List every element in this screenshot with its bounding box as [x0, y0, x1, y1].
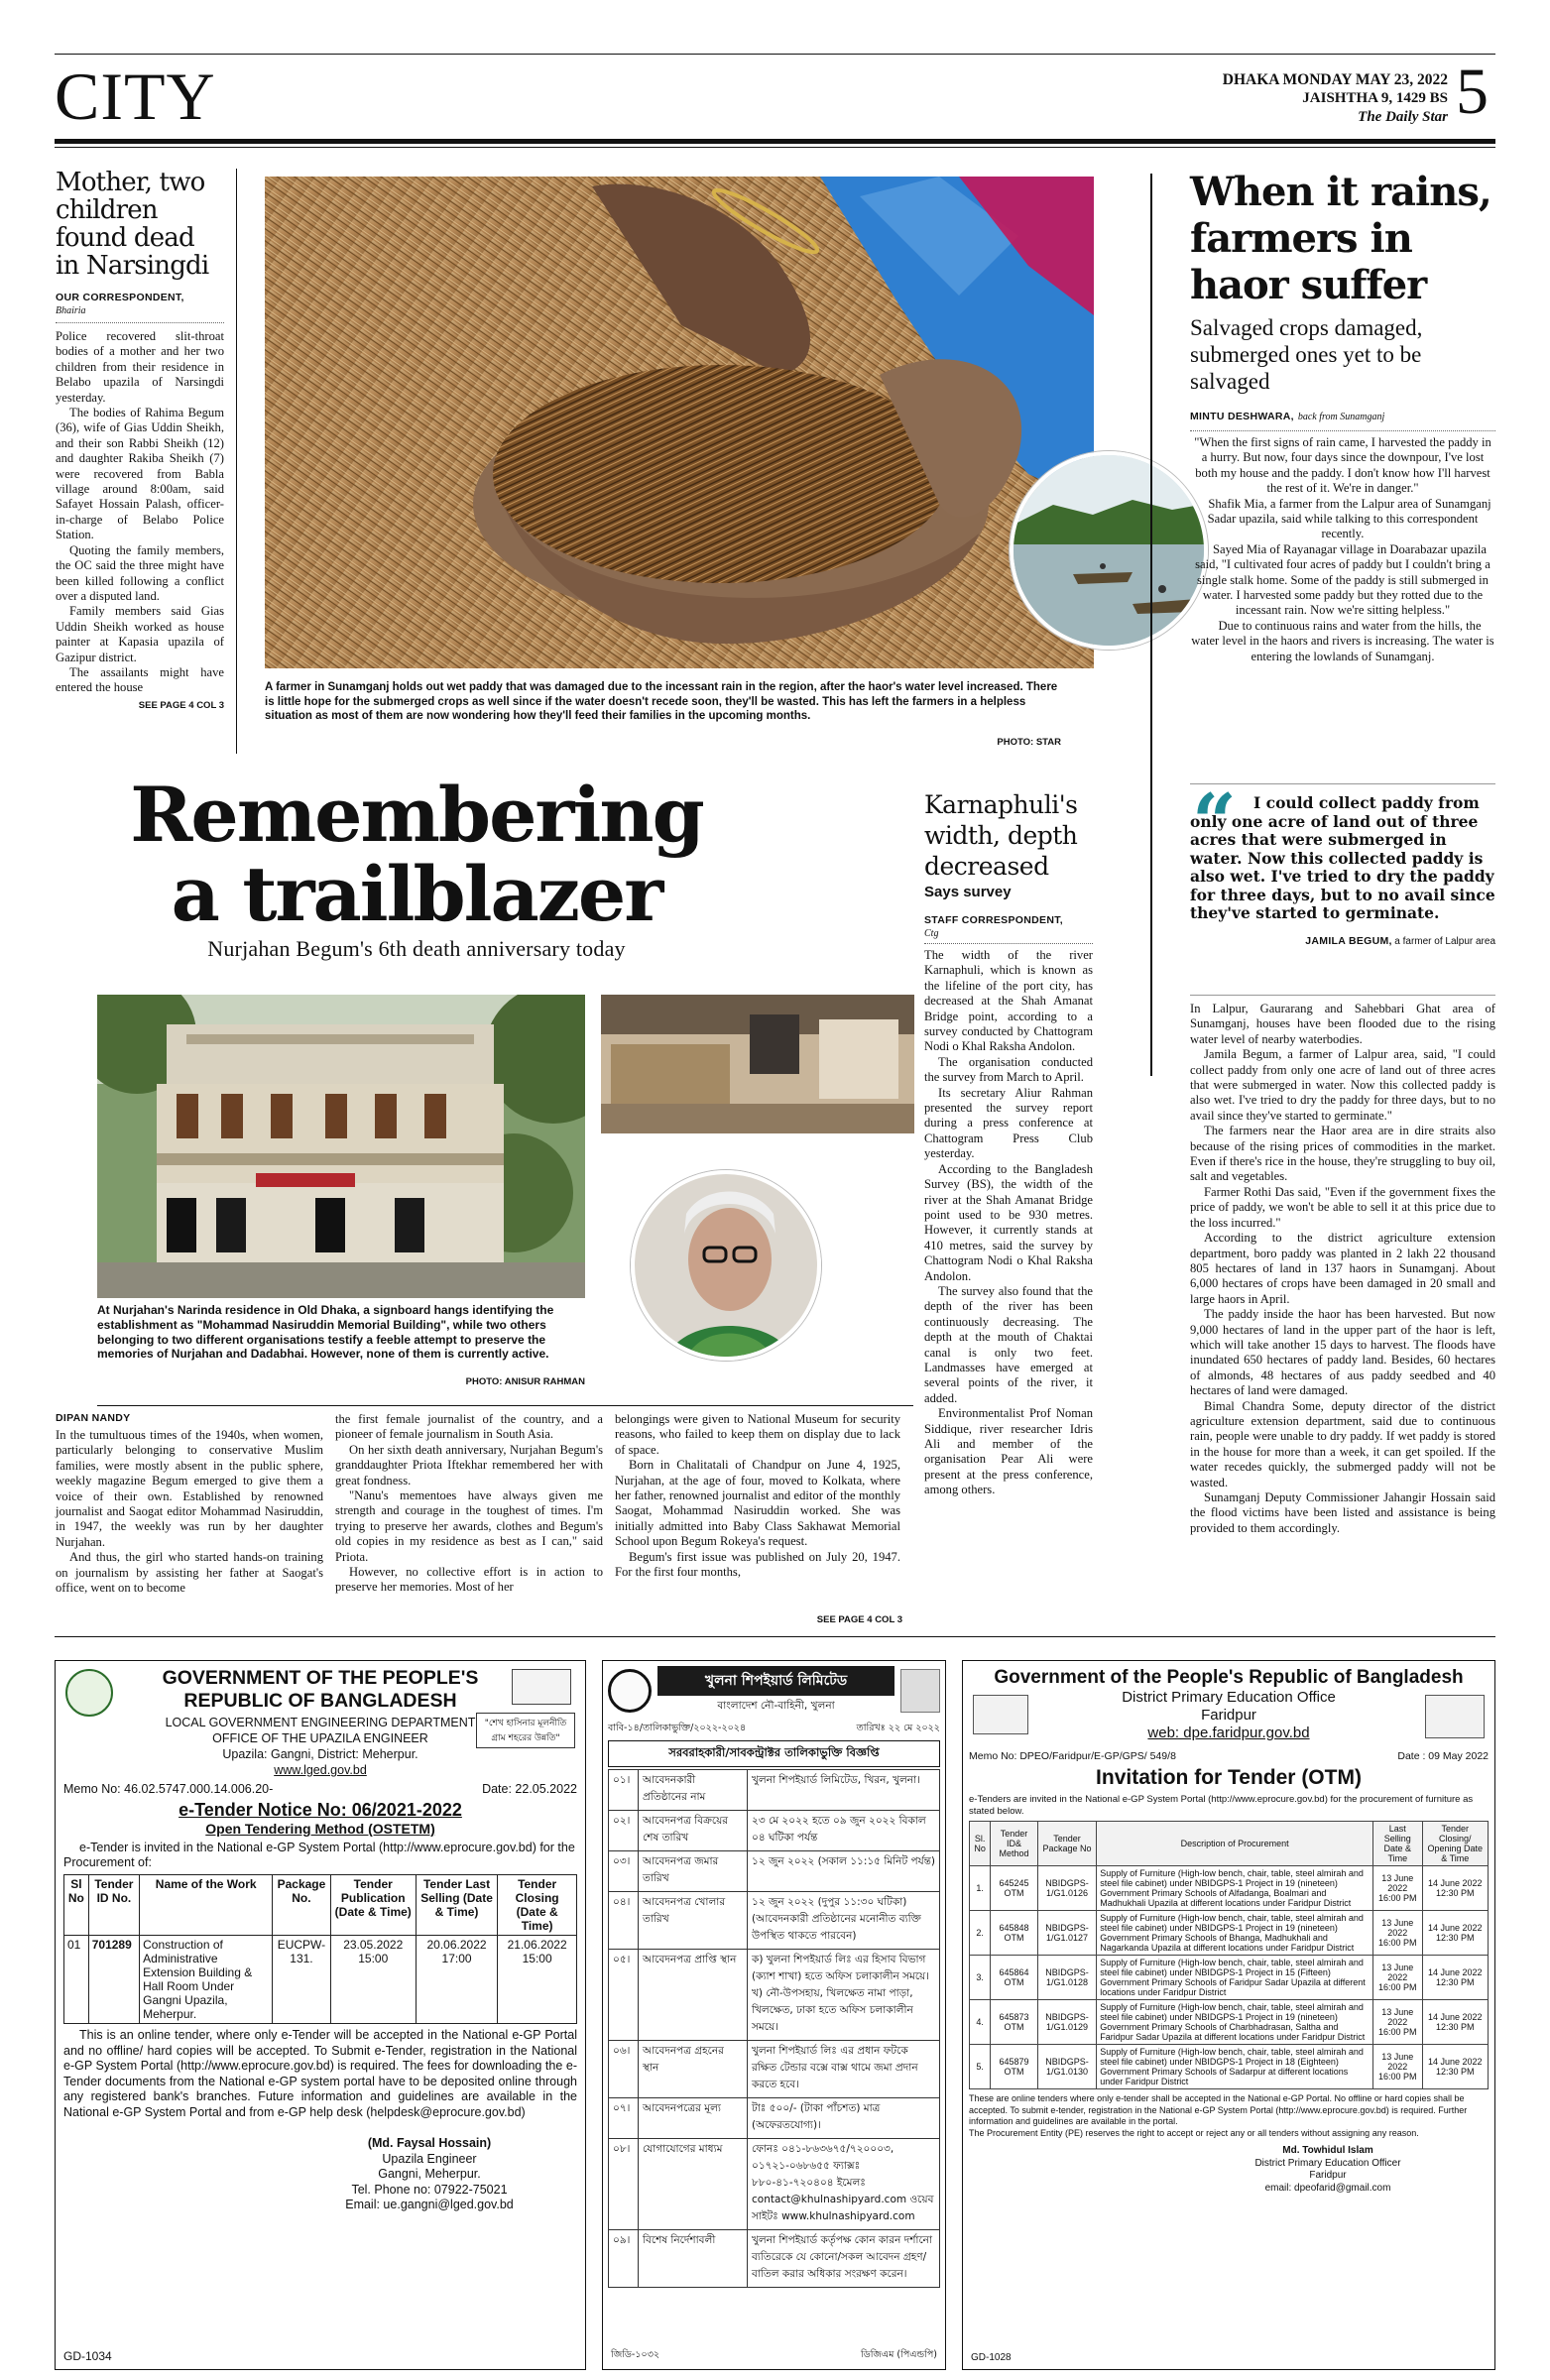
pull-quote-text: I could collect paddy from only one acre of land out of three acres that were submerged in water. Now this collected paddy is also wet. I've tried to dry the paddy for three days, but to no avail since they've started to germinate. — [1190, 793, 1495, 922]
karnaphuli-paragraph: The organisation conducted the survey from March to April. — [924, 1054, 1093, 1085]
right-story-paragraph: "When the first signs of rain came, I harvested the paddy in a hurry. But now, four days since the downpour, I've lost both my house and the paddy. I don't know how I'll harvest the rest of it. We're in danger." — [1194, 435, 1491, 496]
ad3-table-cell: NBIDGPS-1/G1.0127 — [1037, 1911, 1097, 1956]
ad1-title-1: GOVERNMENT OF THE PEOPLE'S — [162, 1667, 479, 1689]
feature-headline-line2: a trailblazer — [171, 850, 662, 938]
ad1-method: Open Tendering Method (OSTETM) — [205, 1821, 435, 1837]
ad1-date: Date: 22.05.2022 — [482, 1782, 577, 1796]
mujib-logo — [512, 1669, 571, 1705]
karnaphuli-headline: Karnaphuli's width, depth decreased — [924, 790, 1078, 881]
ad2-table-cell: খুলনা শিপইয়ার্ড লিমিটেড, খিরন, খুলনা। — [748, 1770, 940, 1811]
ad1-table-header: Tender Publication (Date & Time) — [330, 1875, 416, 1936]
ad3-table-cell: 13 June 2022 16:00 PM — [1373, 1956, 1423, 2000]
ad3-table-row — [970, 2000, 1489, 2045]
mementoes-photo — [601, 995, 914, 1133]
right-story-cont-paragraph: In Lalpur, Gaurarang and Sahebbari Ghat area of Sunamganj, houses have been flooded due to the rising water level of nearby waterbodies. — [1190, 1002, 1495, 1046]
ad3-memo: Memo No: DPEO/Faridpur/E-GP/GPS/ 549/8 — [969, 1750, 1176, 1762]
ad1-table-cell: 01 — [64, 1936, 89, 2024]
ad2-sub: বাংলাদেশ নৌ-বাহিনী, খুলনা — [717, 1700, 835, 1712]
ad3-signer: Md. Towhidul Islam — [1282, 2145, 1373, 2156]
ad3-table-row — [970, 1866, 1489, 1911]
ad2-table-cell: ০৫। — [609, 1950, 639, 2041]
dateline: DHAKA MONDAY MAY 23, 2022 — [1222, 71, 1448, 88]
ad3-note2: The Procurement Entity (PE) reserves the right to accept or reject any or all tenders without assigning any reason. — [969, 2127, 1419, 2138]
feature-subhead: Nurjahan Begum's 6th death anniversary today — [207, 936, 626, 961]
ad2-table-row — [609, 2098, 940, 2139]
right-story-cont-paragraph: According to the district agriculture extension department, boro paddy was planted in 2 lakh 22 thousand 805 hectares of land in 137 haors in Sunamganj. About 6,000 hectares of crops have been damaged in 20 small and large haors in April. — [1190, 1231, 1495, 1306]
ad1-table-header: Tender ID No. — [88, 1875, 139, 1936]
ad3-table-cell: 14 June 2022 12:30 PM — [1422, 1956, 1488, 2000]
ad3-table-cell: 13 June 2022 16:00 PM — [1373, 2045, 1423, 2089]
ad1-phone: Tel. Phone no: 07922-75021 — [351, 2182, 508, 2197]
ad1-web[interactable]: www.lged.gov.bd — [274, 1763, 367, 1777]
ad2-table-cell: খুলনা শিপইয়ার্ড লিঃ এর প্রধান ফটকে রক্ষিত টেন্ডার বক্সে বাক্স থামে জমা প্রদান করতে হবে। — [748, 2041, 940, 2098]
ad2-table-row — [609, 2139, 940, 2230]
ad1-code: GD-1034 — [63, 2349, 112, 2363]
ad1-notice-title: e-Tender Notice No: 06/2021-2022 — [179, 1800, 462, 1820]
ad3-table-cell: NBIDGPS-1/G1.0130 — [1037, 2045, 1097, 2089]
lead-photo-caption: A farmer in Sunamganj holds out wet paddy that was damaged due to the incessant rain in the region, after the haor's water level increased. There is little hope for the submerged crops as well since if the water doesn't recede soon, they'll be wasted. This has left the farmers in a helpless situation as most of them are now wondering how they'll feed their families in the upcoming months. — [265, 681, 1058, 722]
left-story-continued: SEE PAGE 4 COL 3 — [138, 699, 224, 711]
feature-col2-paragraph: "Nanu's mementoes have always given me strength and courage in the toughest of times. I'm trying to preserve her awards, clothes and Begum's old copies in my residence as best as I can," said Priota. — [335, 1488, 603, 1564]
karnaphuli-paragraph: Its secretary Aliur Rahman presented the survey report during a press conference at Chattogram Press Club yesterday. — [924, 1085, 1093, 1161]
ad1-table-header: Tender Closing (Date & Time) — [498, 1875, 577, 1936]
ad1-intro: e-Tender is invited in the National e-GP System Portal (http://www.eprocure.gov.bd) for the Procurement of: — [63, 1841, 575, 1869]
ad3-table-cell: 13 June 2022 16:00 PM — [1373, 2000, 1423, 2045]
ad3-office: District Primary Education Office — [1122, 1689, 1336, 1706]
left-story-paragraph: The bodies of Rahima Begum (36), wife of Gias Uddin Sheikh, and their son Rabbi Sheikh (12) and daughter Rakiba Sheikh (7) were recovered from Babla village around 8:00am, said Safayet Hossain Palash, officer-in-charge of Belabo Police Station. — [56, 406, 224, 542]
left-story — [56, 169, 224, 711]
feature-col2-paragraph: On her sixth death anniversary, Nurjahan Begum's granddaughter Priota Iftekhar remembered her with great fondness. — [335, 1442, 603, 1488]
ad1-table-cell: Construction of Administrative Extension Building & Hall Room Under Gangni Upazila, Meherpur. — [140, 1936, 273, 2024]
ad2-table-cell: আবেদনকারী প্রতিষ্ঠানের নাম — [639, 1770, 748, 1811]
ad1-signer: (Md. Faysal Hossain) — [367, 2136, 492, 2150]
ad1-sig1: Upazila Engineer — [382, 2151, 477, 2166]
lged-logo — [65, 1669, 113, 1717]
ad3-table-row — [970, 2045, 1489, 2089]
ad3-table-cell: Supply of Furniture (High-low bench, chair, table, steel almirah and steel file cabinet) under NBIDGPS-1 Project in 19 (nineteen) Government Primary Schools of Bhanga, Madhukhali and Nagarkanda Upazila at different locations under Faridpur District — [1097, 1911, 1373, 1956]
dpeo-faridpur-ad — [962, 1660, 1495, 2370]
ad3-table-cell: 645245 OTM — [991, 1866, 1037, 1911]
right-story-cont-paragraph: Bimal Chandra Some, deputy director of the district agriculture extension department, said due to continuous rain, people were unable to dry paddy. If wet paddy is stored in the house for more than a week, it can get spoiled. If the water recedes quickly, the submerged paddy will not be wasted. — [1190, 1398, 1495, 1489]
feature-col-1 — [56, 1428, 323, 1596]
feature-col1-paragraph: And thus, the girl who started hands-on training on journalism by assisting her father at Saogat's office, went on to become — [56, 1550, 323, 1596]
pull-quote — [1190, 777, 1495, 947]
left-story-byline: OUR CORRESPONDENT, — [56, 292, 184, 303]
ad3-table-cell: 14 June 2022 12:30 PM — [1422, 1866, 1488, 1911]
ad2-table-cell: আবেদনপত্র জমার তারিখ — [639, 1851, 748, 1892]
ad2-table-cell: ০১। — [609, 1770, 639, 1811]
ad1-note: This is an online tender, where only e-Tender will be accepted in the National e-GP Portal and no offline/ hard copies will be accepted. To Submit e-Tender, registration in the National e-GP System Portal (http://www.eprocure.gov.bd) is required. The fees for downloading the e-Tender documents from the National e-GP system portal have to be deposited online through any registered bank's branches. Future information and guidelines are available in the National e-GP System Portal and from e-GP help desk (helpdesk@eprocure.gov.bd) — [63, 2028, 577, 2119]
ad1-table-cell: 21.06.2022 15:00 — [498, 1936, 577, 2024]
ad2-table-row — [609, 1950, 940, 2041]
ad3-place: Faridpur — [1201, 1707, 1256, 1724]
lead-photo — [265, 177, 1094, 668]
ad3-table-cell: 2. — [970, 1911, 991, 1956]
right-story-cont-paragraph: Sunamganj Deputy Commissioner Jahangir Hossain said the flood victims have been listed and assistance is being provided to them accordingly. — [1190, 1490, 1495, 1535]
masthead-logo: The Daily Star — [1358, 109, 1448, 125]
left-story-paragraph: The assailants might have entered the house — [56, 664, 224, 695]
feature-col1-paragraph: In the tumultuous times of the 1940s, when women, particularly belonging to conservative Muslim families, were mostly absent in the public sphere, weekly magazine Begum emerged to give them a voice of their own. Established by renowned journalist and Saogat editor Mohammad Nasiruddin, in 1947, the weekly was run by her daughter Nurjahan. — [56, 1428, 323, 1549]
lged-tender-ad — [55, 1660, 586, 2370]
ad2-table-cell: যোগাযোগের মাধ্যম — [639, 2139, 748, 2230]
feature-col3-paragraph: belongings were given to National Museum for security reasons, who failed to keep them on display due to lack of space. — [615, 1412, 900, 1457]
ad2-code-right: ডিজিএম (পিএন্ডপি) — [860, 2349, 937, 2360]
ad3-table-cell: 645873 OTM — [991, 2000, 1037, 2045]
nurjahan-portrait — [631, 1170, 821, 1361]
karnaphuli-paragraph: According to the Bangladesh Survey (BS), the width of the river at the Shah Amanat Bridge point used to be 930 metres. However, it currently stands at 410 metres, said the survey by Chattogram Nodi o Khal Raksha Andolon. — [924, 1161, 1093, 1283]
karnaphuli-subhead: Says survey — [924, 884, 1012, 900]
right-story-cont-paragraph: The paddy inside the haor has been harvested. But now 9,000 hectares of land in the upper part of the haor is left, which will take another 15 days to harvest. The floods have inundated 650 hectares of paddy land. Besides, 60 hectares of almonds, 48 hectares of aus paddy seedbed and 40 hectares of land were damaged. — [1190, 1307, 1495, 1398]
feature-col2-paragraph: However, no collective effort is in action to preserve her memories. Most of her — [335, 1565, 603, 1595]
ad2-table-cell: খুলনা শিপইয়ার্ড কর্তৃপক্ষ কোন কারন দর্শানো ব্যতিরেকে যে কোনো/সকল আবেদন গ্রহণ/বাতিল করার অধিকার সংরক্ষণ করেন। — [748, 2230, 940, 2288]
mujib-100-logo-left — [973, 1695, 1028, 1734]
mujib-100-logo-right — [1425, 1695, 1485, 1738]
left-story-headline: Mother, two children found dead in Narsingdi — [56, 168, 209, 281]
right-story-subhead: Salvaged crops damaged, submerged ones yet to be salvaged — [1190, 315, 1423, 394]
ad3-notice: Invitation for Tender (OTM) — [1096, 1766, 1362, 1789]
ad3-web[interactable]: web: dpe.faridpur.gov.bd — [1147, 1725, 1310, 1741]
ad3-table-header: Description of Procurement — [1097, 1822, 1373, 1866]
ad2-table-cell: ফোনঃ ০৪১-৮৬৩৬৭৫/৭২০০০৩, ০১৭২১-০৬৮৬৫৫ ফ্যাক্সঃ ৮৮০-৪১-৭২০৪০৪ ইমেলঃ contact@khulnashipyard.com ওয়েব সাইটঃ www.khulnashipyard.com — [748, 2139, 940, 2230]
karnaphuli-paragraph: Environmentalist Prof Noman Siddique, river researcher Idris Ali and member of the organisation Pear Ali were present at the press conference, among others. — [924, 1406, 1093, 1497]
karnaphuli-byline: STAFF CORRESPONDENT, — [924, 914, 1063, 926]
ad2-table-row — [609, 1892, 940, 1950]
ad2-table-cell: ২৩ মে ২০২২ হতে ০৯ জুন ২০২২ বিকাল ০৪ ঘটিকা পর্যন্ত — [748, 1811, 940, 1851]
ad2-table-cell: ১২ জুন ২০২২ (দুপুর ১১:৩০ ঘটিকা) (আবেদনকারী প্রতিষ্ঠানের মনোনীত ব্যক্তি উপস্থিত থাকতে পারবেন) — [748, 1892, 940, 1950]
ad1-email[interactable]: Email: ue.gangni@lged.gov.bd — [345, 2198, 514, 2211]
ad1-place: Upazila: Gangni, District: Meherpur. — [222, 1747, 418, 1761]
village-inset-photo — [1010, 451, 1208, 650]
ad2-table-cell: ০৮। — [609, 2139, 639, 2230]
ad2-date: তারিখঃ ২২ মে ২০২২ — [856, 1723, 940, 1733]
ad3-table-cell: 13 June 2022 16:00 PM — [1373, 1866, 1423, 1911]
ad2-table-cell: ০৬। — [609, 2041, 639, 2098]
quote-mark-icon: “ — [1192, 777, 1237, 868]
ad2-table-cell: আবেদনপত্রের মূল্য — [639, 2098, 748, 2139]
narinda-house-photo — [97, 995, 585, 1298]
ad3-table-row — [970, 1911, 1489, 1956]
house-image — [97, 995, 585, 1298]
ad1-office: OFFICE OF THE UPAZILA ENGINEER — [212, 1731, 428, 1745]
karnaphuli-location: Ctg — [924, 928, 939, 939]
ad2-table-cell: ১২ জুন ২০২২ (সকাল ১১:১৫ মিনিট পর্যন্ত) — [748, 1851, 940, 1892]
ad3-sig1: District Primary Education Officer — [1254, 2157, 1401, 2169]
ad3-table-cell: NBIDGPS-1/G1.0128 — [1037, 1956, 1097, 2000]
ad2-table-row — [609, 2041, 940, 2098]
right-story-paragraph: Shafik Mia, a farmer from the Lalpur area of Sunamganj Sadar upazila, said while talking to this correspondent recently. — [1207, 496, 1491, 541]
ad2-code-left: জিডি-১০৩২ — [611, 2349, 660, 2360]
ad1-table-cell: EUCPW-131. — [273, 1936, 330, 2024]
right-story-headline: When it rains, farmers in haor suffer — [1190, 169, 1491, 308]
ad2-title: খুলনা শিপইয়ার্ড লিমিটেড — [657, 1666, 894, 1696]
ad2-table-cell: ০৭। — [609, 2098, 639, 2139]
ad1-table-header: Package No. — [273, 1875, 330, 1936]
right-story-cont-paragraph: Farmer Rothi Das said, "Even if the government fixes the price of paddy, we won't be able to sell it at this price due to the loss incurred." — [1190, 1184, 1495, 1230]
ad2-table-cell: আবেদনপত্র বিক্রয়ের শেষ তারিখ — [639, 1811, 748, 1851]
ad3-table-cell: 14 June 2022 12:30 PM — [1422, 1911, 1488, 1956]
lead-photo-credit: PHOTO: STAR — [997, 737, 1061, 748]
ad2-table-cell: ০২। — [609, 1811, 639, 1851]
portrait-image — [635, 1174, 821, 1361]
ad1-slogan: "শেখ হাসিনার মূলনীতি গ্রাম শহরের উন্নতি" — [476, 1713, 575, 1748]
karnaphuli-paragraph: The survey also found that the depth of the river has been continuously decreasing. The depth at the mouth of Chaktai canal is only two feet. Landmasses have emerged at several points of the river, it added. — [924, 1283, 1093, 1405]
ad1-table-cell: 23.05.2022 15:00 — [330, 1936, 416, 2024]
ad3-table-cell: 645848 OTM — [991, 1911, 1037, 1956]
feature-headline — [99, 771, 734, 962]
ad3-table-cell: 4. — [970, 2000, 991, 2045]
ad1-dept: LOCAL GOVERNMENT ENGINEERING DEPARTMENT — [165, 1716, 476, 1729]
ad3-table-cell: 1. — [970, 1866, 991, 1911]
ad3-table-cell: 645879 OTM — [991, 2045, 1037, 2089]
ad2-table-cell: ০৪। — [609, 1892, 639, 1950]
right-story-location: back from Sunamganj — [1297, 412, 1385, 422]
ad3-table-header: Tender Package No — [1037, 1822, 1097, 1866]
ad2-table-cell: আবেদনপত্র গ্রহনের স্থান — [639, 2041, 748, 2098]
left-story-location: Bhairia — [56, 305, 86, 316]
khulna-shipyard-ad — [602, 1660, 946, 2370]
ad3-table-cell: 5. — [970, 2045, 991, 2089]
ad3-table-header: Sl. No — [970, 1822, 991, 1866]
right-story-cont-paragraph: Jamila Begum, a farmer of Lalpur area, said, "I could collect paddy from only one acre of land out of three acres that were submerged in water. Now this collected paddy is also wet. I've tried to dry the paddy for three days, but to no avail since they've started to germinate." — [1190, 1047, 1495, 1123]
ad1-table-cell: 701289 — [88, 1936, 139, 2024]
ad3-table-cell: NBIDGPS-1/G1.0126 — [1037, 1866, 1097, 1911]
right-story-continued — [1190, 995, 1495, 1536]
ad1-memo: Memo No: 46.02.5747.000.14.006.20- — [63, 1782, 274, 1796]
ad2-table-cell: ক) খুলনা শিপইয়ার্ড লিঃ এর হিসাব বিভাগ (ক্যাশ শাখা) হতে অফিস চলাকালীন সময়ে। খ) নৌ-উপসহায়, খিলক্ষেত নামা পাড়া, খিলক্ষেত, ঢাকা হতে অফিস চলাকালীন সময়ে। — [748, 1950, 940, 2041]
ad3-code: GD-1028 — [971, 2352, 1012, 2363]
ad3-table-cell: 14 June 2022 12:30 PM — [1422, 2045, 1488, 2089]
ad3-table-cell: NBIDGPS-1/G1.0129 — [1037, 2000, 1097, 2045]
ad3-table-cell: 14 June 2022 12:30 PM — [1422, 2000, 1488, 2045]
ad1-sig2: Gangni, Meherpur. — [378, 2167, 481, 2181]
page-number: 5 — [1456, 56, 1489, 128]
feature-byline: DIPAN NANDY — [56, 1412, 131, 1424]
ad2-table-row — [609, 1811, 940, 1851]
ad3-table-cell: 3. — [970, 1956, 991, 2000]
ad2-table-cell: ০৩। — [609, 1851, 639, 1892]
feature-col2-paragraph: the first female journalist of the country, and a pioneer of female journalism in South Asia. — [335, 1412, 603, 1442]
feature-col3-paragraph: Born in Chalitatali of Chandpur on June 4, 1925, Nurjahan, at the age of four, moved to Kolkata, where her father, renowned journalist and editor of the monthly Saogat, Mohammad Nasiruddin worked. She was initially admitted into Baby Class Sakhawat Memorial School upon Begum Rokeya's request. — [615, 1458, 900, 1549]
quote-role: a farmer of Lalpur area — [1394, 935, 1495, 947]
ad3-date: Date : 09 May 2022 — [1397, 1750, 1489, 1762]
khulna-shipyard-logo — [608, 1669, 652, 1713]
ad3-note: These are online tenders where only e-tender shall be accepted in the National e-GP Portal. No offline or hard copies shall be accepted. To submit e-tender, registration in the National e-GP System Portal (http://www.eprocure.gov.bd) is required. Further information and guidelines are available in the portal. — [969, 2093, 1468, 2126]
ad3-table-header: Tender ID& Method — [991, 1822, 1037, 1866]
feature-col-2 — [335, 1412, 603, 1596]
feature-col-3 — [615, 1412, 900, 1580]
ad1-table-header: Tender Last Selling (Date & Time) — [416, 1875, 497, 1936]
ad3-table-cell: 13 June 2022 16:00 PM — [1373, 1911, 1423, 1956]
ad3-tender-table — [969, 1821, 1489, 2089]
karnaphuli-paragraph: The width of the river Karnaphuli, which is known as the lifeline of the port city, has decreased at the Shah Amanat Bridge point, according to a survey conducted by Chattogram Nodi o Khal Raksha Andolon. — [924, 948, 1093, 1054]
ad2-table-cell: ০৯। — [609, 2230, 639, 2288]
ad3-email[interactable]: email: dpeofarid@gmail.com — [1264, 2182, 1391, 2194]
ad2-notice: সরবরাহকারী/সাবকন্ট্রাক্টর তালিকাভুক্তি বিজ্ঞপ্তি — [608, 1740, 940, 1767]
ad2-table-cell: আবেদনপত্র প্রাপ্তি স্থান — [639, 1950, 748, 2041]
mementoes-image — [601, 995, 914, 1133]
paddy-hands-image — [265, 177, 1094, 668]
ad3-table-row — [970, 1956, 1489, 2000]
feature-col3-paragraph: Begum's first issue was published on July 20, 1947. For the first four months, — [615, 1549, 900, 1580]
ad2-table-cell: বিশেষ নির্দেশাবলী — [639, 2230, 748, 2288]
ad3-table-cell: Supply of Furniture (High-low bench, chair, table, steel almirah and steel file cabinet) under NBIDGPS-1 Project in 19 (nineteen) Government Primary Schools of Charbhadrasan, Saltha and Faridpur Sadar Upazila at different locations under Faridpur District — [1097, 2000, 1373, 2045]
feature-continued: SEE PAGE 4 COL 3 — [816, 1614, 902, 1625]
flooded-field-image — [1013, 455, 1208, 650]
ad2-table-cell: টাঃ ৫০০/- (টাকা পাঁচশত) মাত্র (অফেরতযোগ্য)। — [748, 2098, 940, 2139]
right-story-paragraph: Sayed Mia of Rayanagar village in Doarabazar upazila said, "I cultivated four acres of paddy but I couldn't bring a single stalk home. Some of the paddy is still submerged in water. I harvested some paddy but they rotted due to the incessant rain. Now we're sitting helpless." — [1195, 541, 1490, 618]
ad1-table-cell: 20.06.2022 17:00 — [416, 1936, 497, 2024]
ad1-table-header: Sl No — [64, 1875, 89, 1936]
right-story-cont-paragraph: The farmers near the Haor area are in dire straits also because of the rising prices of commodities in the market. Even if there's rice in the house, they're struggling to buy oil, salt and vegetables. — [1190, 1124, 1495, 1184]
ad2-table-cell: আবেদনপত্র খোলার তারিখ — [639, 1892, 748, 1950]
karnaphuli-story — [924, 789, 1093, 1498]
ad2-ref: বাবি-১৪/তালিকাভুক্তি/২০২২-২০২৪ — [608, 1723, 747, 1733]
section-title: CITY — [55, 59, 216, 134]
right-story-byline: MINTU DESHWARA, — [1190, 411, 1294, 422]
ad3-table-cell: Supply of Furniture (High-low bench, chair, table, steel almirah and steel file cabinet) under NBIDGPS-1 Project in 18 (Eighteen) Government Primary Schools of Sadarpur at different locations under Faridpur District — [1097, 2045, 1373, 2089]
quote-attribution: JAMILA BEGUM, — [1305, 934, 1392, 947]
ad3-table-cell: Supply of Furniture (High-low bench, chair, table, steel almirah and steel file cabinet) under NBIDGPS-1 Project in 19 (nineteen) Government Primary Schools of Alfadanga, Boalmari and Madhukhali Upazila at different locations under Faridpur District — [1097, 1866, 1373, 1911]
left-story-paragraph: Police recovered slit-throat bodies of a mother and her two children from their residence in Belabo upazila of Narsingdi yesterday. — [56, 329, 224, 405]
ad2-table — [608, 1769, 940, 2288]
ad3-table-header: Tender Closing/ Opening Date & Time — [1422, 1822, 1488, 1866]
feature-photo-caption: At Nurjahan's Narinda residence in Old Dhaka, a signboard hangs identifying the establishment as "Mohammad Nasiruddin Memorial Building", while two others belonging to two different organisations testify a feeble attempt to preserve the memories of Nurjahan and Dadabhai. However, none of them is currently active. — [97, 1303, 554, 1362]
ad3-title: Government of the People's Republic of Bangladesh — [994, 1667, 1464, 1688]
ad3-table-header: Last Selling Date & Time — [1373, 1822, 1423, 1866]
ad3-intro: e-Tenders are invited in the National e-GP System Portal (http://www.eprocure.gov.bd) for the procurement of furniture as stated below. — [969, 1794, 1474, 1817]
feature-photo-credit: PHOTO: ANISUR RAHMAN — [465, 1376, 585, 1387]
ad3-sig2: Faridpur — [1309, 2170, 1347, 2181]
ad2-table-row — [609, 1770, 940, 1811]
left-story-paragraph: Family members said Gias Uddin Sheikh worked as house painter at Kapasia upazila of Gazipur district. — [56, 604, 224, 664]
ad2-table-row — [609, 1851, 940, 1892]
right-story — [1190, 169, 1495, 664]
ad2-table-row — [609, 2230, 940, 2288]
bangla-date: JAISHTHA 9, 1429 BS — [1302, 90, 1448, 106]
ad1-title-2: REPUBLIC OF BANGLADESH — [183, 1690, 457, 1712]
ad3-table-cell: Supply of Furniture (High-low bench, chair, table, steel almirah and steel file cabinet) under NBIDGPS-1 Project in 15 (Fifteen) Government Primary Schools of Faridpur Sadar Upazila at different locations under Faridpur District — [1097, 1956, 1373, 2000]
ad1-tender-table — [63, 1874, 577, 2024]
right-story-paragraph: Due to continuous rains and water from the hills, the water level in the haors and rivers is increasing. The water is entering the lowlands of Sunamganj. — [1191, 618, 1494, 663]
ad1-table-header: Name of the Work — [140, 1875, 273, 1936]
ad3-table-cell: 645864 OTM — [991, 1956, 1037, 2000]
left-story-paragraph: Quoting the family members, the OC said the three might have been killed following a conflict over a disputed land. — [56, 542, 224, 603]
feature-headline-line1: Remembering — [130, 771, 703, 859]
mujib-portrait-icon — [900, 1669, 940, 1713]
